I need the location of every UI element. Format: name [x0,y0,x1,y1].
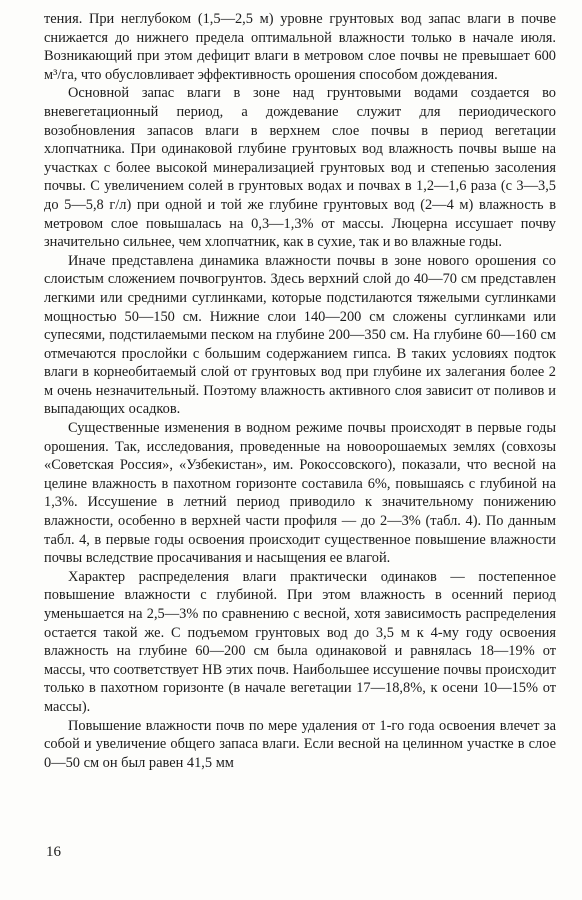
paragraph: тения. При неглубоком (1,5—2,5 м) уровне грунтовых вод запас влаги в почве снижается до нижнего предела оптимальной влажности только в начале июля. Возникающий при этом дефицит влаги в метровом слое почвы не превышает 600 м³/га, что обусловливает эффективность орошения способом дождевания. [44,11,556,83]
paragraph: Иначе представлена динамика влажности почвы в зоне нового орошения со слоистым сложением почвогрунтов. Здесь верхний слой до 40—70 см представлен легкими или средними суглинками, которые подстилаются тяжелыми суглинками мощностью 50—150 см. Нижние слои 140—200 см сложены суглинками или супесями, подстилаемыми песком на глубине 200—350 см. На глубине 60—160 см отмечаются прослойки с большим содержанием гипса. В таких условиях подток влаги в корнеобитаемый слой от грунтовых вод при глубине их залегания более 2 м очень незначительный. Поэтому влажность активного слоя зависит от поливов и выпадающих осадков. [44,252,556,418]
paragraph: Основной запас влаги в зоне над грунтовыми водами создается во вневегетационный период, а дождевание служит для периодического возобновления запасов влаги в верхнем слое почвы в период вегетации хлопчатника. При одинаковой глубине грунтовых вод влажность почвы выше на участках с более высокой минерализацией грунтовых вод и степенью засоления почвы. С увеличением солей в грунтовых водах и почвах в 1,2—1,6 раза (с 3—3,5 до 5—5,8 г/л) при одной и той же глубине грунтовых вод (2—4 м) влажность в метровом слое повышалась на 0,3—1,3% от массы. Люцерна иссушает почву значительно сильнее, чем хлопчатник, как в сухие, так и во влажные годы. [44,85,556,251]
paragraph: Характер распределения влаги практически одинаков — постепенное повышение влажности с глубиной. При этом влажность в осенний период уменьшается на 2,5—3% по сравнению с весной, хотя зависимость распределения остается такой же. С подъемом грунтовых вод до 3,5 м к 4-му году освоения влажность на глубине 60—200 см была одинаковой и равнялась 18—19% от массы, что соответствует НВ этих почв. Наибольшее иссушение почвы происходит только в пахотном горизонте (в начале вегетации 17—18,8%, к осени 10—15% от массы). [44,568,556,715]
body-text [44,10,556,772]
page-number: 16 [46,844,61,860]
paragraph: Повышение влажности почв по мере удаления от 1-го года освоения влечет за собой и увеличение общего запаса влаги. Если весной на целинном участке в слое 0—50 см он был равен 41,5 мм [44,717,556,771]
paragraph: Существенные изменения в водном режиме почвы происходят в первые годы орошения. Так, исследования, проведенные на новоорошаемых землях (совхозы «Советская Россия», «Узбекистан», им. Рокоссовского), показали, что весной на целине влажность в пахотном горизонте составила 6%, повышаясь с глубиной на 1,3%. Иссушение в летний период приводило к значительному понижению влажности, особенно в верхней части профиля — до 2—3% (табл. 4). По данным табл. 4, в первые годы освоения происходит существенное повышение влажности почвы вследствие просачивания и насыщения ее влагой. [44,420,556,567]
